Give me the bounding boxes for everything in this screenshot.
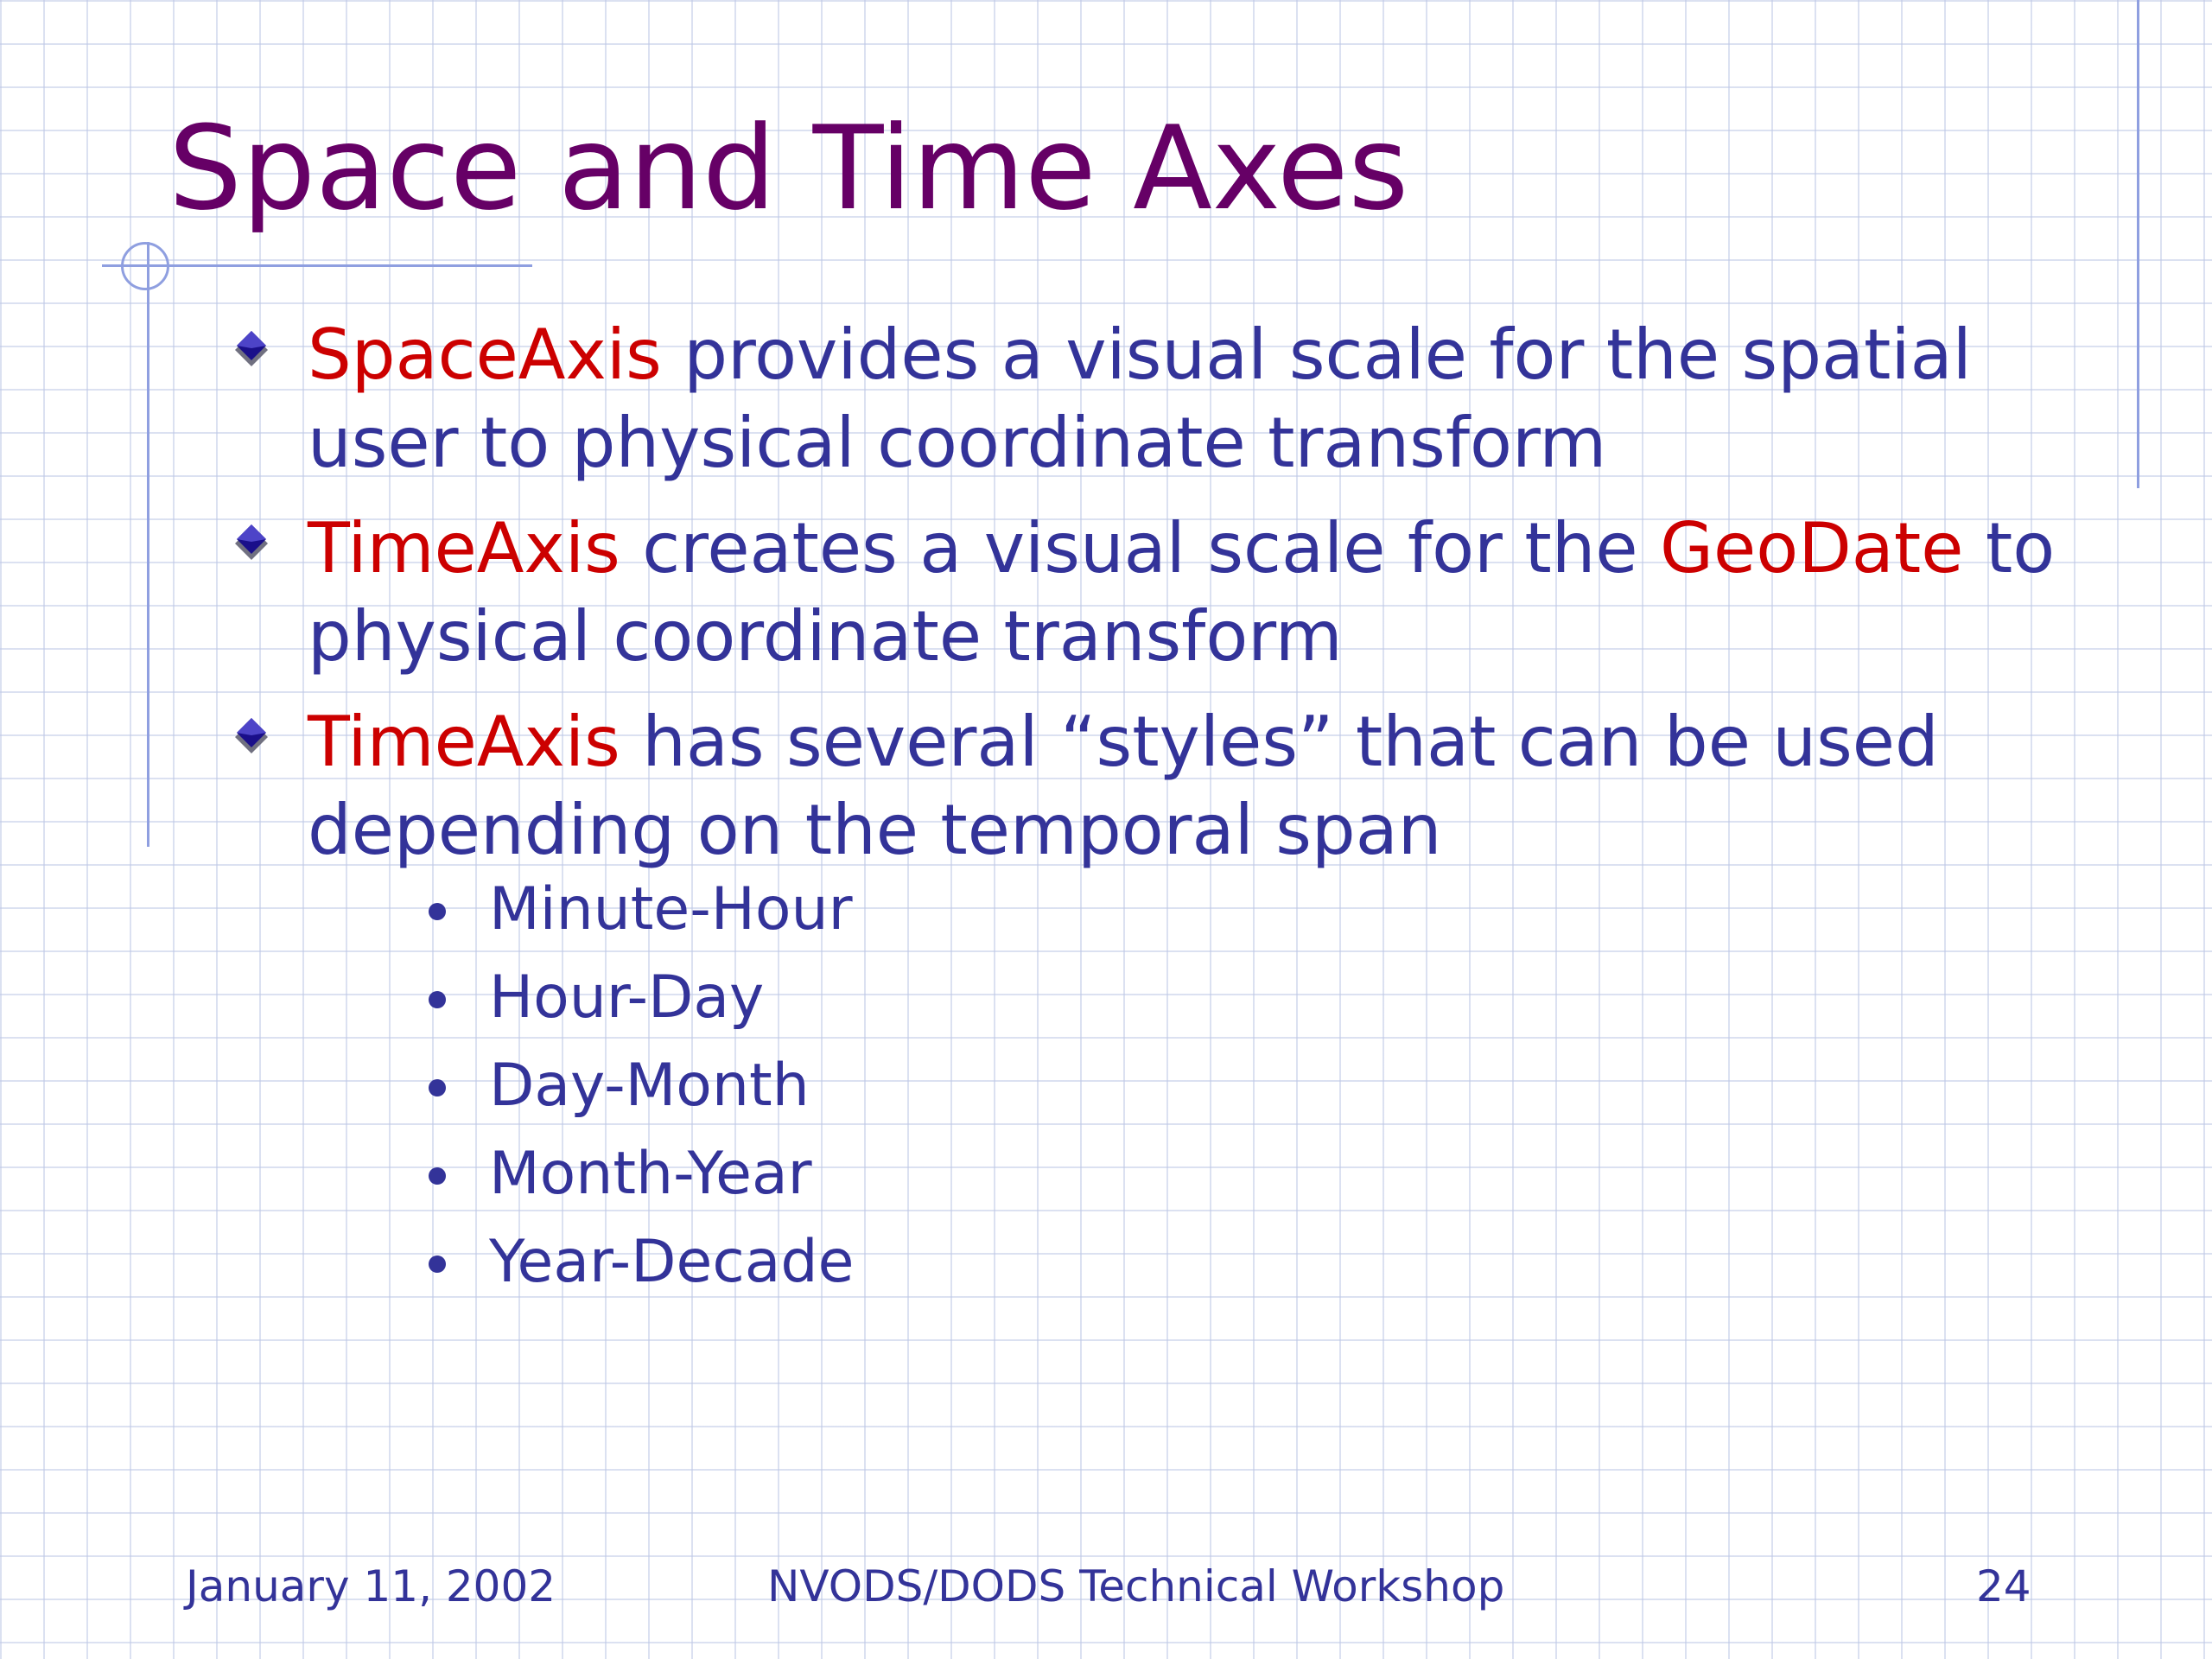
dot-bullet-icon	[429, 903, 446, 920]
slide-title: Space and Time Axes	[168, 101, 1409, 236]
dot-bullet-icon	[429, 991, 446, 1008]
sub-bullet-item	[418, 1042, 2075, 1130]
page-number: 24	[1976, 1561, 2031, 1611]
dot-bullet-icon	[429, 1079, 446, 1096]
decorative-right-line	[2137, 0, 2139, 488]
bullet-text: provides a visual scale for the spatial user to physical coordinate transform	[308, 315, 1972, 483]
sub-bullet-item	[418, 954, 2075, 1042]
dot-bullet-icon	[429, 1255, 446, 1273]
bullet-list	[226, 311, 2075, 1324]
bullet-keyword: SpaceAxis	[308, 315, 662, 395]
bullet-text: has several “styles” that can be used depending on the temporal span	[308, 702, 1939, 870]
decorative-circle-icon	[121, 242, 169, 290]
decorative-vertical-line	[147, 242, 149, 847]
sub-bullet-item	[418, 1130, 2075, 1218]
sub-bullet-list	[308, 866, 2075, 1306]
bullet-text: creates a visual scale for the	[620, 508, 1661, 588]
bullet-keyword: GeoDate	[1660, 508, 1964, 588]
dot-bullet-icon	[429, 1167, 446, 1185]
sub-bullet-text: Month-Year	[489, 1140, 812, 1208]
diamond-bullet-icon	[232, 717, 271, 757]
bullet-item	[226, 311, 2075, 487]
bullet-keyword: TimeAxis	[308, 702, 620, 782]
diamond-bullet-icon	[232, 330, 271, 370]
bullet-keyword: TimeAxis	[308, 508, 620, 588]
bullet-item	[226, 698, 2075, 1306]
diamond-bullet-icon	[232, 524, 271, 563]
sub-bullet-item	[418, 866, 2075, 954]
footer-title: NVODS/DODS Technical Workshop	[767, 1561, 1505, 1611]
bullet-item	[226, 505, 2075, 681]
sub-bullet-text: Day-Month	[489, 1052, 810, 1120]
sub-bullet-text: Hour-Day	[489, 963, 765, 1032]
footer-date: January 11, 2002	[186, 1561, 556, 1611]
sub-bullet-item	[418, 1218, 2075, 1306]
sub-bullet-text: Year-Decade	[489, 1228, 855, 1296]
sub-bullet-text: Minute-Hour	[489, 875, 853, 944]
bullet-text: to physical coordinate transform	[308, 508, 2056, 677]
